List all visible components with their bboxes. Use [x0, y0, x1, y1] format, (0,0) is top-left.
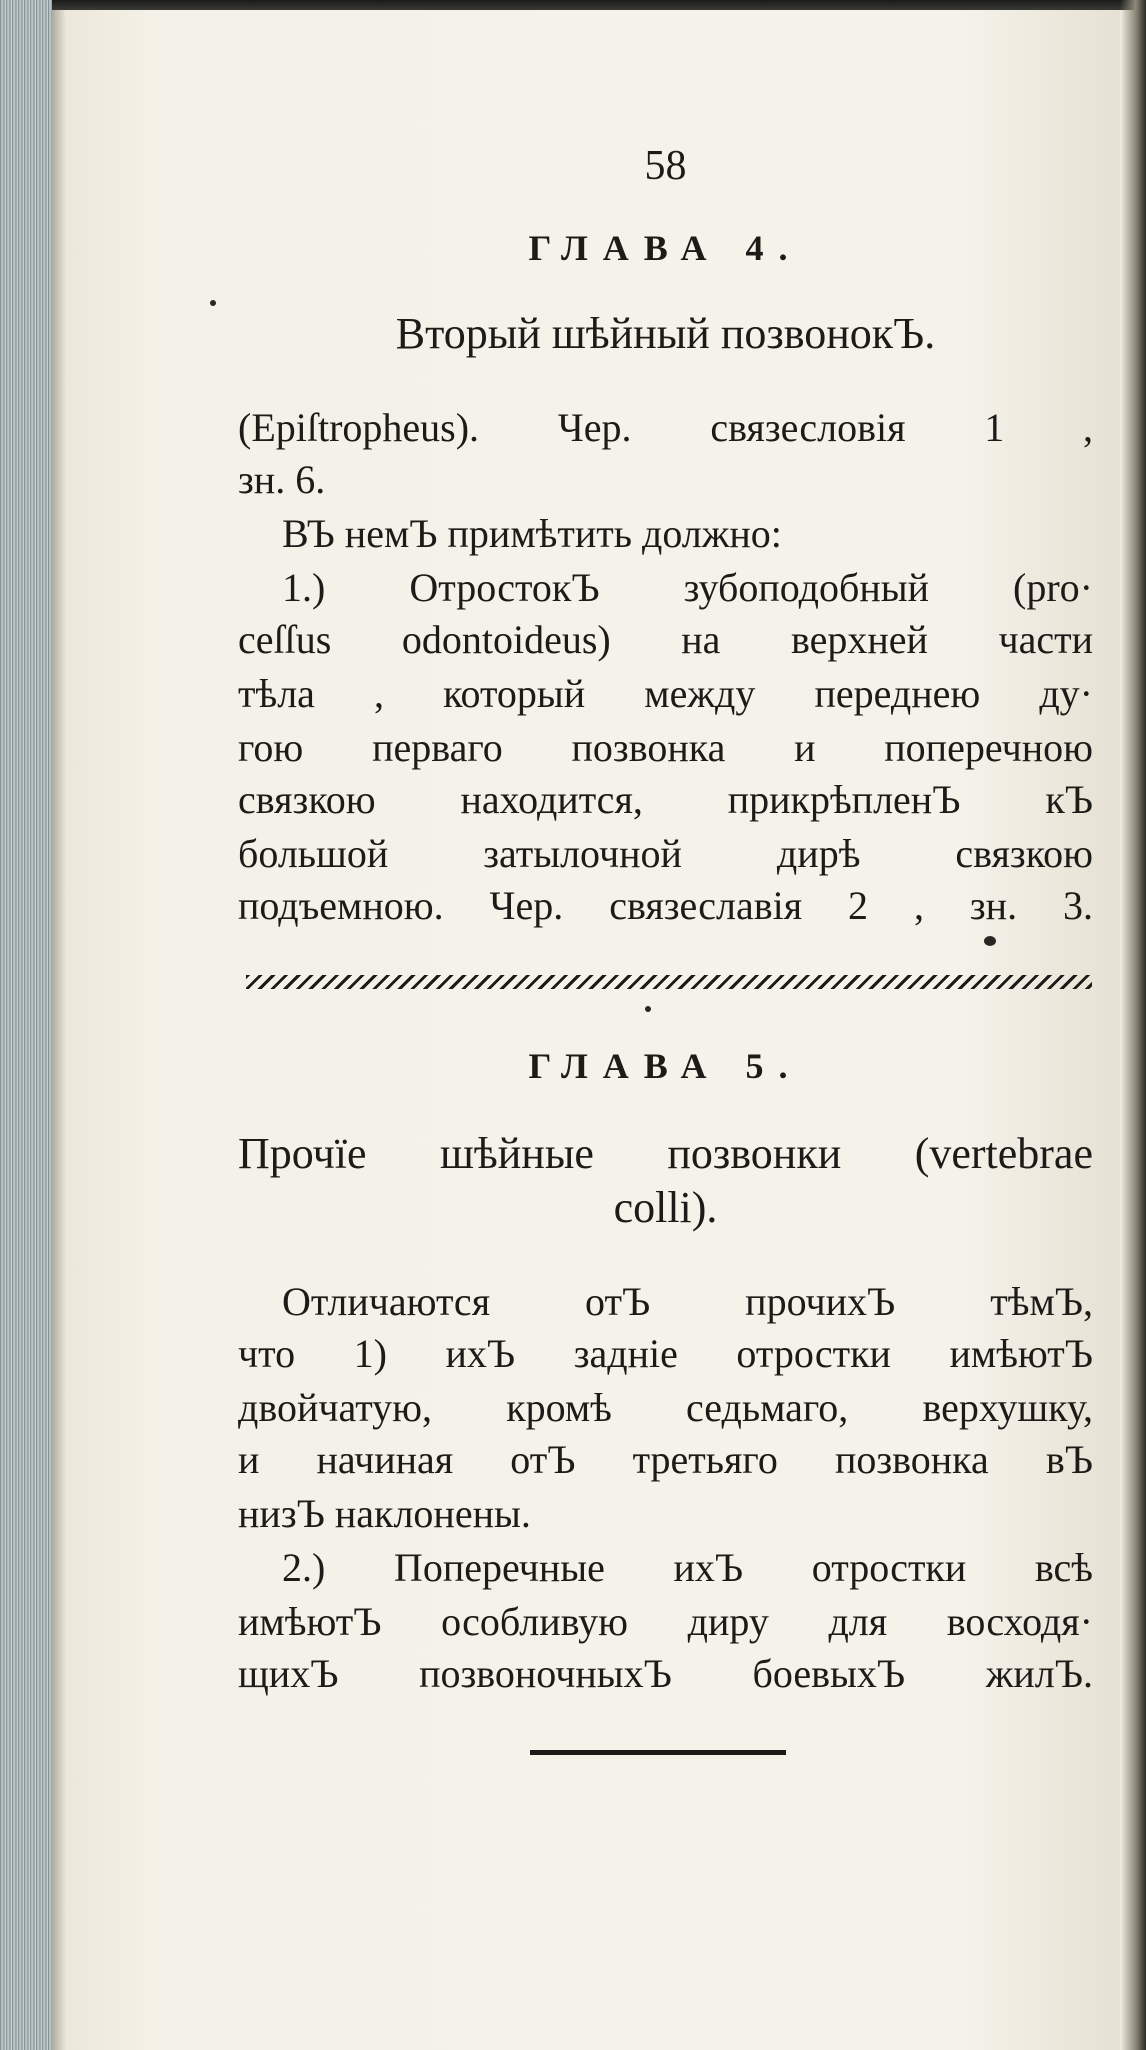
chapter-5-line-4: и начиная отЪ третьяго позвонка вЪ	[238, 1437, 1093, 1482]
chapter-4-line-7: гою перваго позвонка и поперечною	[238, 725, 1093, 770]
book-spine-edge	[0, 0, 52, 2050]
ink-speck	[984, 936, 996, 946]
page-number: 58	[644, 143, 687, 189]
chapter-4-line-8: связкою находится, прикрѣпленЪ кЪ	[238, 777, 1093, 822]
chapter-4-title: Вторый шѣйный позвонокЪ.	[395, 309, 936, 358]
ink-speck	[210, 300, 216, 306]
chapter-5-line-2: что 1) ихЪ задніе отростки имѣютЪ	[238, 1331, 1093, 1376]
chapter-4-line-5: ceſſus odontoideus) на верхней части	[238, 617, 1093, 662]
chapter-5-line-6: 2.) Поперечные ихЪ отростки всѣ	[282, 1545, 1093, 1590]
chapter-4-line-9: большой затылочной дирѣ связкою	[238, 831, 1093, 876]
ornamental-divider	[246, 975, 1092, 989]
chapter-5-label: ГЛАВА 5.	[528, 1046, 803, 1086]
chapter-5-line-7: имѣютЪ особливую диру для восходя·	[238, 1599, 1093, 1644]
chapter-4-line-1: (Epiſtropheus). Чер. связесловія 1 ,	[238, 405, 1093, 450]
chapter-4-line-6: тѣла , который между переднею ду·	[238, 671, 1093, 716]
chapter-5-title-line-2: colli).	[613, 1183, 718, 1232]
chapter-5-title-line-1: Прочїе шѣйные позвонки (vertebrae	[238, 1129, 1093, 1178]
ink-speck	[645, 1006, 651, 1012]
chapter-4-line-3: ВЪ немЪ примѣтить должно:	[282, 511, 782, 556]
chapter-4-line-4: 1.) ОтростокЪ зубоподобный (pro·	[282, 565, 1093, 610]
gutter-shadow	[52, 0, 66, 2050]
chapter-5-line-8: щихЪ позвоночныхЪ боевыхЪ жилЪ.	[238, 1651, 1093, 1696]
chapter-5-line-1: Отличаются отЪ прочихЪ тѣмЪ,	[282, 1279, 1093, 1324]
chapter-5-line-5: низЪ наклонены.	[238, 1491, 531, 1536]
chapter-5-line-3: двойчатую, кромѣ седьмаго, верхушку,	[238, 1385, 1093, 1430]
page-right-edge	[1120, 0, 1146, 2050]
chapter-4-line-2: зн. 6.	[238, 457, 326, 502]
chapter-4-label: ГЛАВА 4.	[528, 228, 803, 268]
end-rule	[530, 1750, 786, 1755]
chapter-4-line-10: подъемною. Чер. связеславія 2 , зн. 3.	[238, 883, 1093, 928]
page-top-edge	[52, 0, 1146, 10]
